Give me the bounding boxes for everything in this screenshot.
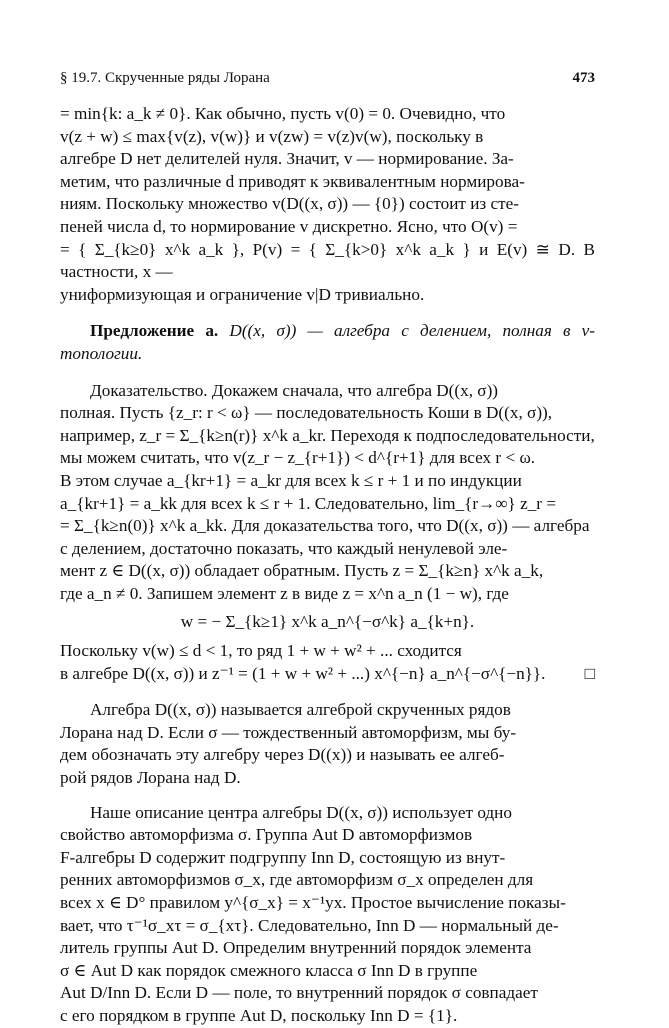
- text-line: где a_n ≠ 0. Запишем элемент z в виде z = x^n a_n (1 − w), где: [60, 583, 509, 603]
- text-line: с делением, достаточно показать, что каждый ненулевой эле-: [60, 538, 508, 558]
- text-line: Доказательство. Докажем сначала, что алгебра D((x, σ)): [90, 380, 499, 400]
- page-body: [60, 103, 595, 1028]
- text-line: алгебре D нет делителей нуля. Значит, v — нормирование. За-: [60, 149, 514, 169]
- text-line: мент z ∈ D((x, σ)) обладает обратным. Пусть z = Σ_{k≥n} x^k a_k,: [60, 561, 544, 581]
- text-line: метим, что различные d приводят к эквивалентным нормирова-: [60, 171, 525, 191]
- text-line: с его порядком в группе Aut D, поскольку Inn D = {1}.: [60, 1005, 458, 1025]
- text-line: В этом случае a_{kr+1} = a_kr для всех k ≤ r + 1 и по индукции: [60, 470, 522, 490]
- proposition: [60, 320, 595, 365]
- text-line: рой рядов Лорана над D.: [60, 768, 241, 788]
- text-line: = min{k: a_k ≠ 0}. Как обычно, пусть v(0) = 0. Очевидно, что: [60, 104, 506, 123]
- paragraph-automorphism: [60, 802, 595, 1028]
- paragraph-valuation: [60, 103, 595, 306]
- qed-symbol: □: [584, 663, 595, 683]
- proposition-text: D((x, σ)) — алгебра с делением, полная в v-топологии.: [60, 321, 595, 363]
- proof: [60, 380, 595, 606]
- text-line: вает, что τ⁻¹σ_xτ = σ_{xτ}. Следовательно, Inn D — нормальный де-: [60, 915, 559, 935]
- text-line: дем обозначать эту алгебру через D((x)) и называть ее алгеб-: [60, 745, 505, 765]
- text-line: мы можем считать, что v(z_r − z_{r+1}) < d^{r+1} для всех r < ω.: [60, 448, 536, 468]
- text-line: Лорана над D. Если σ — тождественный автоморфизм, мы бу-: [60, 722, 517, 742]
- text-line: свойство автоморфизма σ. Группа Aut D автоморфизмов: [60, 825, 473, 845]
- formula-w: w = − Σ_{k≥1} x^k a_n^{−σ^k} a_{k+n}.: [180, 612, 475, 632]
- paragraph-definition: [60, 699, 595, 789]
- text-line: F-алгебры D содержит подгруппу Inn D, состоящую из внут-: [60, 847, 506, 867]
- text-line: ренних автоморфизмов σ_x, где автоморфизм σ_x определен для: [60, 870, 534, 890]
- proposition-label: Предложение а.: [90, 321, 219, 341]
- text-line: в алгебре D((x, σ)) и z⁻¹ = (1 + w + w² + ...) x^{−n} a_n^{−σ^{−n}}.: [60, 663, 546, 683]
- text-line: литель группы Aut D. Определим внутренний порядок элемента: [60, 938, 532, 958]
- page-number: 473: [572, 70, 595, 86]
- text-line: пеней числа d, то нормирование v дискретно. Ясно, что O(v) =: [60, 216, 518, 236]
- text-line: Aut D/Inn D. Если D — поле, то внутренний порядок σ совпадает: [60, 983, 538, 1003]
- text-line: ниям. Поскольку множество v(D((x, σ)) — {0}) состоит из сте-: [60, 194, 519, 214]
- section-title: § 19.7. Скрученные ряды Лорана: [60, 70, 270, 86]
- text-line: униформизующая и ограничение v|D тривиально.: [60, 284, 425, 304]
- text-line: = Σ_{k≥n(0)} x^k a_kk. Для доказательства того, что D((x, σ)) — алгебра: [60, 516, 590, 536]
- text-line: всех x ∈ D° правилом y^{σ_x} = x⁻¹yx. Простое вычисление показы-: [60, 893, 566, 912]
- text-line: Алгебра D((x, σ)) называется алгеброй скрученных рядов: [90, 700, 511, 720]
- text-line: полная. Пусть {z_r: r < ω} — последовательность Коши в D((x, σ)),: [60, 403, 553, 423]
- text-line: v(z + w) ≤ max{v(z), v(w)} и v(zw) = v(z)v(w), поскольку в: [60, 126, 484, 146]
- text-line: Поскольку v(w) ≤ d < 1, то ряд 1 + w + w² + ... сходится: [60, 641, 462, 661]
- text-line: = { Σ_{k≥0} x^k a_k }, P(v) = { Σ_{k>0} x^k a_k } и E(v) ≅ D. В частности, x —: [60, 239, 595, 282]
- proof-end: [60, 640, 595, 685]
- text-line: Наше описание центра алгебры D((x, σ)) использует одно: [90, 802, 512, 822]
- text-line: a_{kr+1} = a_kk для всех k ≤ r + 1. Следовательно, lim_{r→∞} z_r =: [60, 493, 557, 513]
- text-line: σ ∈ Aut D как порядок смежного класса σ Inn D в группе: [60, 960, 478, 980]
- text-line: например, z_r = Σ_{k≥n(r)} x^k a_kr. Переходя к подпоследовательности,: [60, 425, 595, 445]
- display-formula: [60, 611, 595, 634]
